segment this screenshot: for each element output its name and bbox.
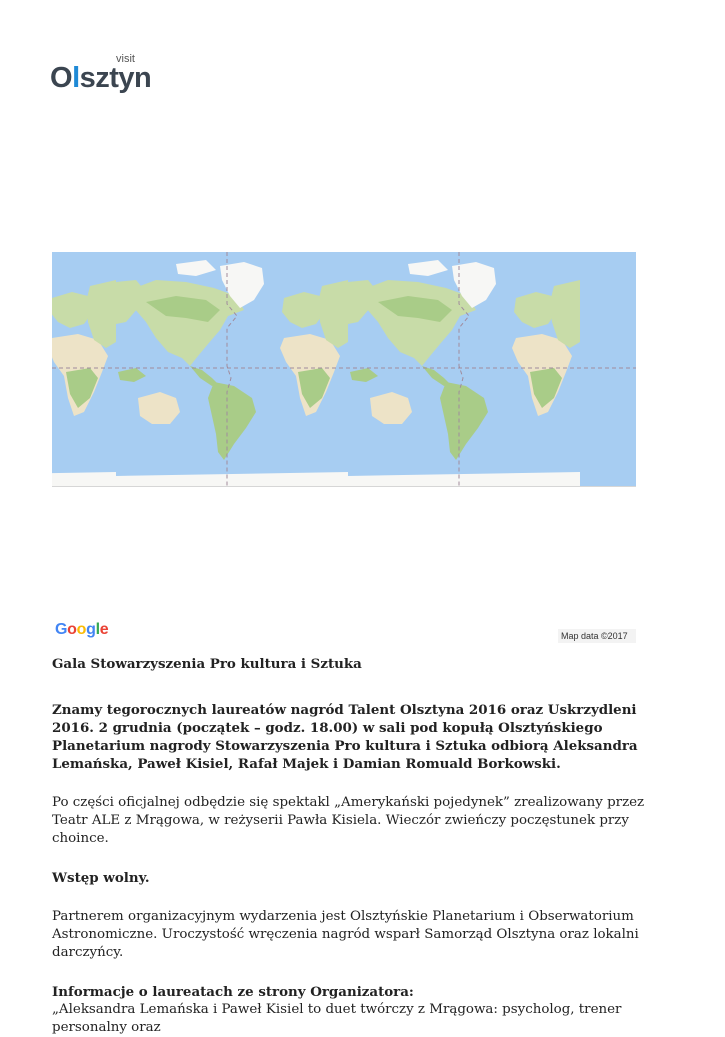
google-logo[interactable] (55, 621, 108, 639)
logo-letter-l: l (72, 62, 80, 94)
event-title: Gala Stowarzyszenia Pro kultura i Sztuka (52, 656, 362, 672)
logo-letter-o: O (50, 62, 73, 94)
organizer-heading: Informacje o laureatach ze strony Organizatora: (52, 984, 414, 1000)
logo-visit-text: visit (116, 53, 135, 65)
world-map-graphic (52, 252, 636, 486)
map-data-attribution[interactable]: Map data ©2017 (558, 629, 636, 643)
google-letter: G (55, 621, 68, 638)
google-letter: e (99, 621, 109, 638)
map-landmass-antarctica (52, 472, 116, 486)
google-logo-letters (55, 621, 108, 638)
logo-wordmark (50, 62, 151, 95)
google-letter: o (76, 621, 87, 638)
article-paragraph-2: Partnerem organizacyjnym wydarzenia jest Olsztyńskie Planetarium i Obserwatorium Astronomiczne. Uroczystość wręczenia nagród wsparł Samorząd Olsztyna oraz lokalni darczyńcy. (52, 909, 639, 960)
free-entry-note: Wstęp wolny. (52, 870, 150, 886)
google-letter: o (67, 621, 77, 638)
logo-letters-rest: sztyn (79, 62, 152, 94)
google-letter: l (95, 621, 100, 638)
article-body (52, 655, 674, 1037)
article-paragraph-1: Po części oficjalnej odbędzie się spektakl „Amerykański pojedynek” zrealizowany przez Teatr ALE z Mrągowa, w reżyserii Pawła Kisiela. Wieczór zwieńczy poczęstunek przy choince. (52, 795, 645, 846)
article-lead: Znamy tegorocznych laureatów nagród Talent Olsztyna 2016 oraz Uskrzydleni 2016. 2 grudnia (początek – godz. 18.00) w sali pod kopułą Olsztyńskiego Planetarium nagrody Stowarzyszenia Pro kultura i Sztuka odbiorą Aleksandra Lemańska, Paweł Kisiel, Rafał Majek i Damian Romuald Borkowski. (52, 702, 638, 772)
visit-olsztyn-logo[interactable] (50, 52, 152, 98)
world-map[interactable] (52, 252, 636, 487)
laureates-quote: „Aleksandra Lemańska i Paweł Kisiel to duet twórczy z Mrągowa: psycholog, trener personalny oraz (52, 1002, 622, 1035)
google-letter: g (86, 621, 96, 638)
